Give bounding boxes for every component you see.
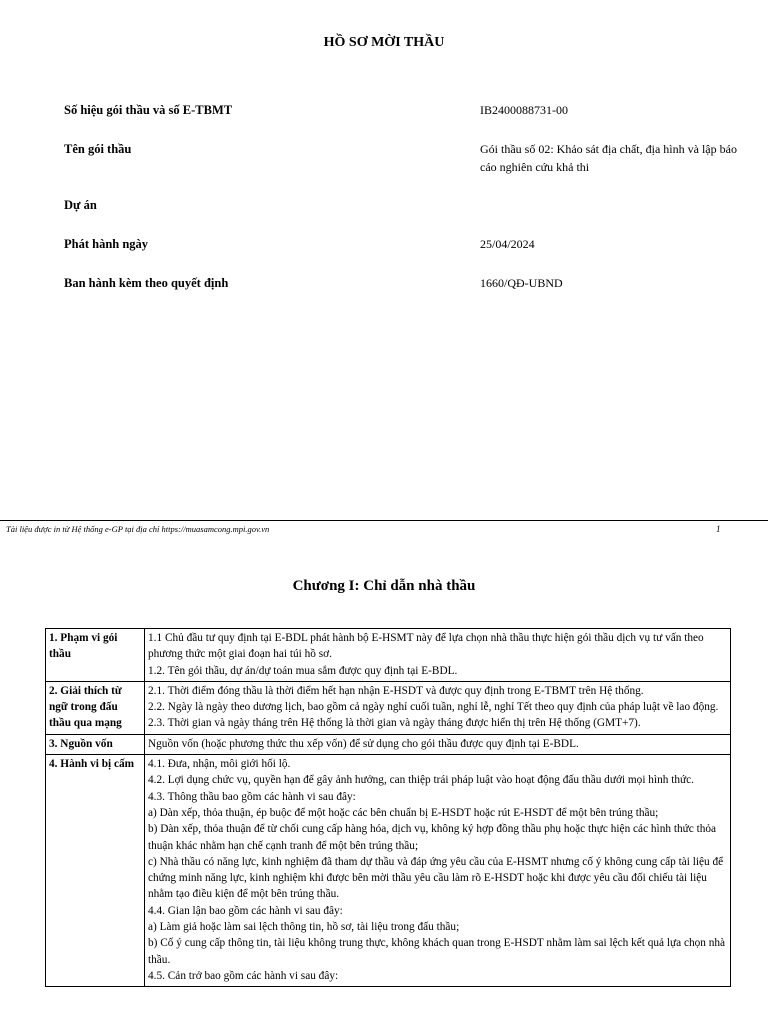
field-label-package-number: Số hiệu gói thầu và số E-TBMT	[64, 103, 233, 117]
row-heading: 2. Giải thích từ ngữ trong đấu thầu qua mạng	[46, 681, 145, 734]
clause-text: 1.2. Tên gói thầu, dự án/dự toán mua sắm được quy định tại E-BDL.	[148, 664, 458, 677]
row-heading: 1. Phạm vi gói thầu	[46, 629, 145, 682]
clause-text: 2.3. Thời gian và ngày tháng trên Hệ thống là thời gian và ngày tháng được hiển thị trên Hệ thống (GMT+7).	[148, 717, 641, 730]
clause-text: c) Nhà thầu có năng lực, kinh nghiệm đã tham dự thầu và đáp ứng yêu cầu của E-HSMT nhưng cố ý không cung cấp tài liệu để chứng minh năng lực, kinh nghiệm khi được bên mời thầu yêu cầu làm rõ E-HSDT hoặc khi được yêu cầu đối chiếu tài liệu nhằm tạo điều kiện để một bên trúng thầu.	[148, 855, 724, 901]
row-content	[145, 755, 731, 987]
footer-note: Tài liệu được in từ Hệ thống e-GP tại địa chỉ https://muasamcong.mpi.gov.vn	[6, 524, 270, 534]
document-title: HỒ SƠ MỜI THẦU	[323, 35, 445, 50]
table-row	[46, 734, 731, 754]
row-content	[145, 734, 731, 754]
clause-text: 2.1. Thời điểm đóng thầu là thời điểm hết hạn nhận E-HSDT và được quy định trong E-TBMT trên Hệ thống.	[148, 684, 644, 697]
table-row	[46, 681, 731, 734]
clause-text: 4.3. Thông thầu bao gồm các hành vi sau đây:	[148, 790, 356, 803]
clause-text: 4.4. Gian lận bao gồm các hành vi sau đây:	[148, 904, 343, 917]
clause-text: 2.2. Ngày là ngày theo dương lịch, bao gồm cả ngày nghỉ cuối tuần, nghỉ lễ, nghỉ Tết theo quy định của pháp luật về lao động.	[148, 701, 719, 714]
clause-text: Nguồn vốn (hoặc phương thức thu xếp vốn) để sử dụng cho gói thầu được quy định tại E-BDL.	[148, 737, 579, 750]
clause-text: 4.1. Đưa, nhận, môi giới hối lộ.	[148, 758, 291, 771]
table-row	[46, 755, 731, 987]
page-number: 1	[716, 524, 721, 534]
row-heading: 3. Nguồn vốn	[46, 734, 145, 754]
clause-text: a) Dàn xếp, thỏa thuận, ép buộc để một hoặc các bên chuẩn bị E-HSDT hoặc rút E-HSDT để một bên trúng thầu;	[148, 806, 659, 819]
field-value-decision: 1660/QĐ-UBND	[480, 276, 563, 290]
field-label-project: Dự án	[64, 198, 97, 212]
row-heading: 4. Hành vi bị cấm	[46, 755, 145, 987]
field-label-package-name: Tên gói thầu	[64, 142, 132, 156]
clause-text: 4.2. Lợi dụng chức vụ, quyền hạn để gây ảnh hưởng, can thiệp trái pháp luật vào hoạt động đấu thầu dưới mọi hình thức.	[148, 774, 694, 787]
field-label-issue-date: Phát hành ngày	[64, 237, 149, 251]
page-divider	[0, 520, 768, 521]
clause-text: 1.1 Chủ đầu tư quy định tại E-BDL phát hành bộ E-HSMT này để lựa chọn nhà thầu thực hiện gói thầu dịch vụ tư vấn theo phương thức một giai đoạn hai túi hồ sơ.	[148, 632, 704, 661]
field-label-decision: Ban hành kèm theo quyết định	[64, 276, 229, 290]
instructions-table	[45, 628, 731, 987]
field-value-package-name: Gói thầu số 02: Khảo sát địa chất, địa hình và lập báo cáo nghiên cứu khả thi	[480, 142, 737, 174]
clause-text: b) Cố ý cung cấp thông tin, tài liệu không trung thực, không khách quan trong E-HSDT nhằm làm sai lệch kết quả lựa chọn nhà thầu.	[148, 937, 726, 966]
clause-text: a) Làm giả hoặc làm sai lệch thông tin, hồ sơ, tài liệu trong đấu thầu;	[148, 921, 460, 934]
row-content	[145, 681, 731, 734]
clause-text: b) Dàn xếp, thỏa thuận để từ chối cung cấp hàng hóa, dịch vụ, không ký hợp đồng thầu phụ hoặc thực hiện các hình thức thỏa thuận khác nhằm hạn chế cạnh tranh để một bên trúng thầu;	[148, 823, 717, 852]
field-value-package-number: IB2400088731-00	[480, 103, 568, 117]
chapter-title: Chương I: Chỉ dẫn nhà thầu	[292, 578, 476, 594]
row-content	[145, 629, 731, 682]
field-value-issue-date: 25/04/2024	[480, 237, 535, 251]
clause-text: 4.5. Cản trở bao gồm các hành vi sau đây:	[148, 969, 339, 982]
table-row	[46, 629, 731, 682]
